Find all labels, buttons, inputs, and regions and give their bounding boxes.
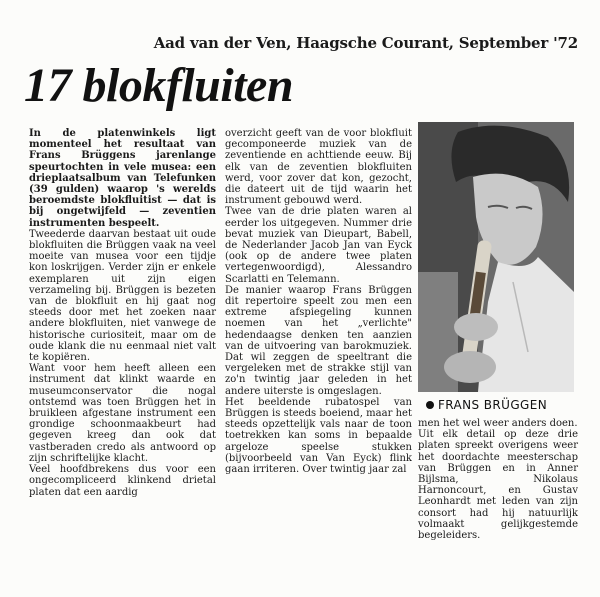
paragraph: Tweederde daarvan bestaat uit oude blokfluiten die Brüggen vaak na veel moeite van musea voor een tijdje kon loskrijgen. Verder zijn er enkele exemplaren uit zijn eigen verzameling bij. Brüggen is bezeten van de blokfluit en hij gaat nog steeds door met het zoeken naar andere blokfluiten, niet vanwege de historische curiositeit, maar om de oude klank die nu eenmaal niet valt te kopiëren. <box>29 228 216 364</box>
paragraph: De manier waarop Frans Brüggen dit repertoire speelt zou men een extreme afspiegeling kunnen noemen van het „verlichte" hedendaagse denken ten aanzien van de uitvoering van barokmuziek. Dat wil zeggen de speeltrant die vergeleken met de strakke stijl van zo'n twintig jaar geleden in het andere uiterste is omgeslagen. <box>225 284 412 397</box>
photo-caption <box>438 398 547 412</box>
column-2 <box>225 128 412 475</box>
paragraph: men het wel weer anders doen. <box>418 418 578 429</box>
paragraph: Veel hoofdbrekens dus voor een ongecompliceerd klinkend drietal platen dat een aardig <box>29 464 216 498</box>
column-3 <box>418 418 578 541</box>
bullet-dot <box>426 401 434 409</box>
caption-text: FRANS BRÜGGEN <box>438 398 548 412</box>
portrait-illustration <box>418 122 574 392</box>
lead-paragraph: In de platenwinkels ligt momenteel het resultaat van Frans Brüggens jarenlange speurtochten in vele musea: een drieplaatsalbum van Telefunken (39 gulden) waarop 's werelds beroemdste blokfluitist — dat is bij ongetwijfeld — zeventien instrumenten bespeelt. <box>29 128 216 229</box>
paragraph: overzicht geeft van de voor blokfluit gecomponeerde muziek van de zeventiende en achttiende eeuw. Bij elk van de zeventien blokfluiten werd, voor zover dat kon, gezocht, die dateert uit de tijd waarin het instrument gebouwd werd. <box>225 128 412 207</box>
paragraph: Want voor hem heeft alleen een instrument dat klinkt waarde en museumconservator die nogal ontstemd was toen Brüggen het in bruikleen afgestane instrument een grondige schoonmaakbeurt had gegeven kreeg dan ook dat vastberaden credo als antwoord op zijn schriftelijke klacht. <box>29 363 216 464</box>
paragraph: Uit elk detail op deze drie platen spreekt overigens weer het doordachte meesterschap van Brüggen en in Anner Bijlsma, Nikolaus Harnoncourt, en Gustav Leonhardt met leden van zijn consort had hij natuurlijk volmaakt gelijkgestemde begeleiders. <box>418 429 578 542</box>
byline: Aad van der Ven, Haagsche Courant, September '72 <box>153 34 578 52</box>
column-1 <box>29 128 216 498</box>
paragraph: Twee van de drie platen waren al eerder los uitgegeven. Nummer drie bevat muziek van Dieupart, Babell, de Nederlander Jacob Jan van Eyck (ook op de andere twee platen vertegenwoordigd), Alessandro Scarlatti en Telemann. <box>225 206 412 285</box>
paragraph: Het beeldende rubatospel van Brüggen is steeds boeiend, maar het steeds opzettelijk vals naar de toon toetrekken kan soms in bepaalde argeloze speelse stukken (bijvoorbeeld van Van Eyck) flink gaan irriteren. Over twintig jaar zal <box>225 396 412 476</box>
headline: 17 blokfluiten <box>24 59 294 112</box>
portrait-photo <box>418 122 574 392</box>
